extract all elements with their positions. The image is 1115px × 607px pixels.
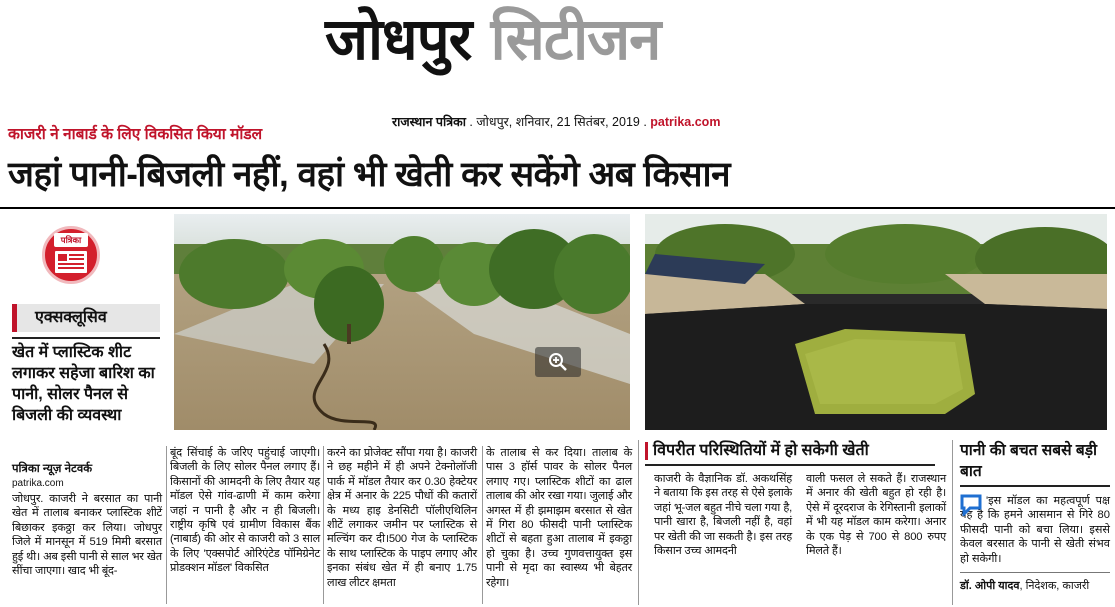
story-column-2: बूंद सिंचाई के जरिए पहुंचाई जाएगी। बिजली के लिए सोलर पैनल लगाए हैं। किसानों की आमदनी के लिए तैयार यह मॉडल ऐसे गांव-ढाणी में काम करेगा जहां न पानी है और न ही बिजली। राष्ट्रीय कृषि एवं ग्रामीण विकास बैंक (नाबार्ड) की ओर से काजरी को 3 साल के लिए 'एक्सपोर्ट ओरिएंटेड पॉमिग्रेनेट प्रोडक्शन मॉडल' विकसित [170, 447, 320, 575]
column-divider [638, 440, 639, 605]
newspaper-icon [55, 251, 87, 273]
story-column-4: के तालाब से कर दिया। तालाब के पास 3 हॉर्स पावर के सोलर पैनल लगाए गए। प्लास्टिक शीटों का ढाल तालाब की ओर रखा गया। जुलाई और अगस्त में ही झमाझम बरसात से खेत में गिरा 80 फीसदी पानी प्लास्टिक शीटों से बहता हुआ तालाब में इकठ्ठा हो चुका है। उच्च गुणवत्तायुक्त इस पानी से मृदा का स्वास्थ्य भी बेहतर रहेगा। [486, 447, 632, 589]
source-divider [960, 572, 1110, 573]
zoom-in-icon [548, 352, 568, 372]
dateline-paper: राजस्थान पत्रिका [392, 115, 466, 129]
exclusive-divider [12, 337, 160, 339]
kicker: काजरी ने नाबार्ड के लिए विकसित किया मॉडल [8, 126, 263, 143]
quote-source-name: डॉ. ओपी यादव [960, 580, 1020, 592]
zoom-button[interactable] [535, 347, 581, 377]
box-column-1: काजरी के वैज्ञानिक डॉ. अकथसिंह ने बताया कि इस तरह से ऐसे इलाके जहां भू-जल बहुत नीचे चला गया है, पानी खारा है, बिजली नहीं है, वहां पर खेती की जा सकती है। इस तरह किसान उच्च आमदनी [654, 473, 792, 558]
pond-photo-graphic [645, 214, 1107, 430]
masthead [325, 6, 660, 72]
story-deck: खेत में प्लास्टिक शीट लगाकर सहेजा बारिश का पानी, सोलर पैनल से बिजली की व्यवस्था [12, 344, 155, 424]
headline: जहां पानी-बिजली नहीं, वहां भी खेती कर सकेंगे अब किसान [8, 155, 731, 194]
quote-source [960, 579, 1112, 593]
orchard-photo[interactable] [174, 214, 630, 430]
orchard-photo-graphic [174, 214, 630, 430]
exclusive-label: एक्सक्लूसिव [12, 304, 160, 332]
quote-icon [960, 494, 982, 516]
dateline-website[interactable]: patrika.com [650, 115, 721, 129]
pond-photo[interactable] [645, 214, 1107, 430]
story-column-3: करने का प्रोजेक्ट सौंपा गया है। काजरी ने छह महीने में ही अपने टेक्नोलॉजी पार्क में मॉडल तैयार कर 0.30 हेक्टेयर क्षेत्र में अनार के 225 पौधों की कतारों के मध्य हाइ डेनसिटी पॉलीएथिलिन शीटें लगाकर जमीन पर प्लास्टिक से मल्चिंग कर दी।500 गेज के प्लास्टिक के साथ प्लास्टिक के पाइप लगाए और इनका संबंध खेत में ही बनाए 1.75 लाख लीटर क्षमता [327, 447, 477, 589]
headline-rule [0, 207, 1115, 209]
column-divider [166, 446, 167, 604]
masthead-city: जोधपुर [325, 5, 472, 73]
box-story-title [645, 440, 935, 466]
patrika-logo-label: पत्रिका [54, 233, 88, 247]
box-story-title-text: विपरीत परिस्थितियों में हो सकेगी खेती [653, 442, 869, 459]
byline: पत्रिका न्यूज़ नेटवर्क [12, 463, 93, 475]
column-divider [323, 446, 324, 604]
box-column-2: वाली फसल ले सकते हैं। राजस्थान में अनार की खेती बहुत हो रही है। ऐसे में दूरदराज के रेगिस्तानी इलाकों में भी यह मॉडल काम करेगा। अनार के एक पेड़ से 700 से 800 रुपए मिलते हैं। [806, 473, 946, 558]
dateline-details: . जोधपुर, शनिवार, 21 सितंबर, 2019 . [465, 115, 651, 129]
quote-source-role: , निदेशक, काजरी [1019, 580, 1090, 592]
sidebar-divider [960, 485, 1110, 487]
sidebar-quote: 'इस मॉडल का महत्वपूर्ण पक्ष यह है कि हमने आसमान से गिरे 80 फीसदी पानी को बचा लिया। इससे केवल बरसात के पानी से खेती संभव हो सकेगी। [960, 495, 1110, 565]
byline-website[interactable]: patrika.com [12, 478, 64, 489]
masthead-section: सिटीजन [490, 5, 661, 73]
dateline [392, 113, 720, 130]
column-divider [482, 446, 483, 604]
sidebar-title: पानी की बचत सबसे बड़ी बात [960, 442, 1098, 480]
column-divider [952, 440, 953, 605]
story-column-1: जोधपुर. काजरी ने बरसात का पानी खेत में तालाब बनाकर प्लास्टिक शीटें बिछाकर इकठ्ठा कर लिया। जोधपुर जिले में मानसून में 519 मिमी बरसात हुई थी। अब इसी पानी से साल भर खेत सींचा जाएगा। खाद भी बूंद- [12, 493, 162, 578]
